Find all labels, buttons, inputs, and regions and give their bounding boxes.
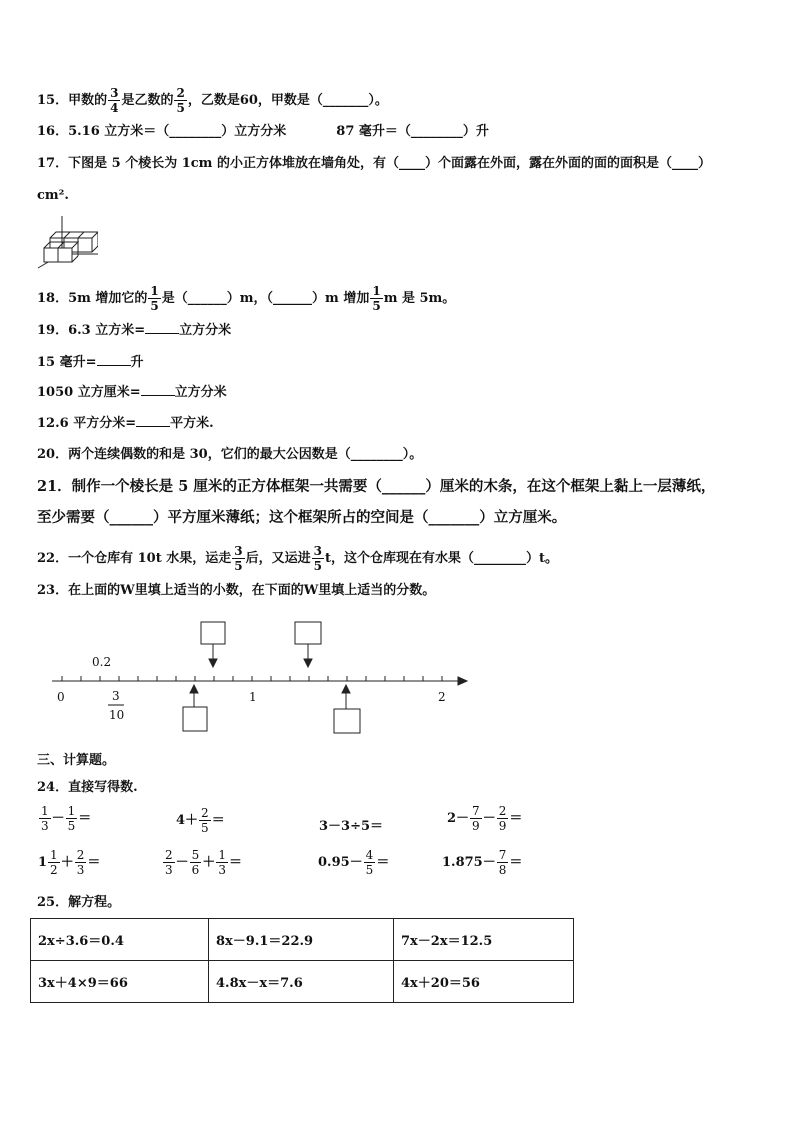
question-19-line4: 12.6 平方分米= 平方米. xyxy=(37,413,214,434)
fraction: $\frac{1}{5}$ xyxy=(372,284,381,313)
equation-table xyxy=(30,918,574,1003)
answer-blank[interactable] xyxy=(97,352,131,366)
equation-cell: 2x÷3.6＝0.4 xyxy=(31,919,209,961)
cube-stack-figure xyxy=(36,214,98,270)
question-18: 18．5m 增加它的 $\frac{1}{5}$ 是（______）m，（______）m 增加 $\frac{1}{5}$ m 是 5m。 xyxy=(37,284,456,313)
equation-cell: 4.8x－x＝7.6 xyxy=(209,961,394,1003)
table-row xyxy=(31,961,574,1003)
number-line-figure xyxy=(40,615,480,740)
equation-cell: 7x－2x＝12.5 xyxy=(394,919,574,961)
question-19-line2: 15 毫升= 升 xyxy=(37,352,144,373)
expression-4: 2－ $\frac{7}{9}$ － $\frac{2}{9}$ ＝ xyxy=(447,804,523,833)
fraction-denominator: 10 xyxy=(109,708,125,722)
expression-5: 1 $\frac{1}{2}$ ＋ $\frac{2}{3}$ ＝ xyxy=(38,848,101,877)
question-20: 20．两个连续偶数的和是 30，它们的最大公因数是（________）。 xyxy=(37,447,423,462)
expression-1: $\frac{1}{3}$ － $\frac{1}{5}$ ＝ xyxy=(41,804,92,833)
fraction: $\frac{3}{4}$ xyxy=(110,86,119,115)
question-21-line2: 至少需要（______）平方厘米薄纸；这个框架所占的空间是（_______）立方厘米。 xyxy=(37,509,567,526)
expression-7: 0.95－ $\frac{4}{5}$ ＝ xyxy=(318,848,390,877)
answer-blank[interactable] xyxy=(145,320,179,334)
answer-box-bottom-2[interactable] xyxy=(334,709,360,733)
question-25-title: 25．解方程。 xyxy=(37,895,121,910)
question-17-line2: cm². xyxy=(37,188,69,203)
answer-box-top-2[interactable] xyxy=(295,622,321,644)
question-22: 22．一个仓库有 10t 水果，运走 $\frac{3}{5}$ 后，又运进 $\frac{3}{5}$ t，这个仓库现在有水果（________）t。 xyxy=(37,544,558,573)
answer-box-bottom-1[interactable] xyxy=(183,707,207,731)
label-zero: 0 xyxy=(57,690,65,704)
equation-cell: 8x－9.1＝22.9 xyxy=(209,919,394,961)
fraction: $\frac{1}{5}$ xyxy=(150,284,159,313)
expression-8: 1.875－ $\frac{7}{8}$ ＝ xyxy=(442,848,523,877)
question-19-line3: 1050 立方厘米= 立方分米 xyxy=(37,382,227,403)
expression-2: 4＋ $\frac{2}{5}$ ＝ xyxy=(176,806,225,835)
question-24-title: 24．直接写得数. xyxy=(37,780,138,795)
question-21-line1: 21．制作一个棱长是 5 厘米的正方体框架一共需要（______）厘米的木条，在这个框架上黏上一层薄纸， xyxy=(37,478,716,495)
answer-blank[interactable] xyxy=(136,413,170,427)
label-one: 1 xyxy=(249,690,257,704)
label-0-2: 0.2 xyxy=(92,655,112,669)
answer-blank[interactable] xyxy=(141,382,175,396)
question-17-line1: 17．下图是 5 个棱长为 1cm 的小正方体堆放在墙角处，有（____）个面露在外面，露在外面的面的面积是（____） xyxy=(37,156,711,171)
fraction: $\frac{2}{5}$ xyxy=(176,86,185,115)
equation-cell: 4x＋20＝56 xyxy=(394,961,574,1003)
question-23: 23．在上面的W里填上适当的小数，在下面的W里填上适当的分数。 xyxy=(37,583,436,598)
question-19-line1: 19．6.3 立方米= 立方分米 xyxy=(37,320,231,341)
question-16: 16．5.16 立方米＝（________）立方分米 87 毫升＝（________）升 xyxy=(37,124,489,139)
section-title: 三、计算题。 xyxy=(37,753,116,768)
question-15: 15．甲数的 $\frac{3}{4}$ 是乙数的 $\frac{2}{5}$ ，乙数是60，甲数是（_______）。 xyxy=(37,86,388,115)
table-row xyxy=(31,919,574,961)
fraction: $\frac{3}{5}$ xyxy=(234,544,243,573)
expression-6: $\frac{2}{3}$ － $\frac{5}{6}$ ＋ $\frac{1}{3}$ ＝ xyxy=(165,848,242,877)
fraction: $\frac{3}{5}$ xyxy=(313,544,322,573)
fraction-numerator: 3 xyxy=(112,689,120,703)
equation-cell: 3x＋4×9＝66 xyxy=(31,961,209,1003)
label-two: 2 xyxy=(438,690,446,704)
expression-3: 3－3÷5＝ xyxy=(319,819,384,834)
answer-box-top-1[interactable] xyxy=(201,622,225,644)
